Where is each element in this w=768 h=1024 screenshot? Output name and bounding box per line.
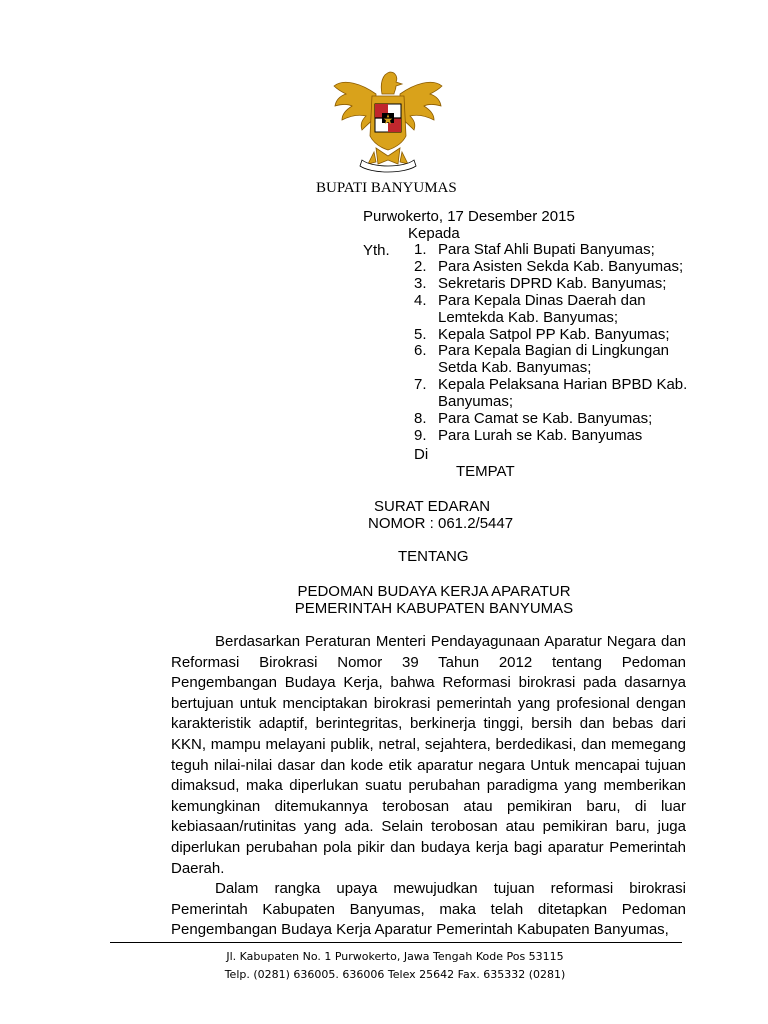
recipient-item: 2. Para Asisten Sekda Kab. Banyumas; <box>414 257 684 275</box>
recipient-item: 6. Para Kepala Bagian di Lingkungan Setda Kab. Banyumas; <box>414 342 670 377</box>
recipient-item: 9. Para Lurah se Kab. Banyumas <box>414 426 643 444</box>
body-text <box>171 632 686 941</box>
footer-line-1: Jl. Kabupaten No. 1 Purwokerto, Jawa Tengah Kode Pos 53115 <box>226 950 564 963</box>
document-number: NOMOR : 061.2/5447 <box>368 515 514 532</box>
body-paragraph-1: Berdasarkan Peraturan Menteri Pendayagunaan Aparatur Negara dan Reformasi Birokrasi Nomor 39 Tahun 2012 tentang Pedoman Pengembangan Budaya Kerja, bahwa Reformasi birokrasi pada dasarnya bertujuan untuk menciptakan birokrasi pemerintah yang profesional dengan karakteristik adaptif, berintegritas, berkinerja tinggi, bersih dan bebas dari KKN, mampu melayani publik, netral, sejahtera, berdedikasi, dan memegang teguh nilai-nilai dasar dan kode etik aparatur negara Untuk mencapai tujuan dimaksud, maka diperlukan suatu perubahan paradigma yang memberikan kemungkinan ditemukannya terobosan atau pemikiran baru, di luar kebiasaan/rutinitas yang ada. Selain terobosan atau pemikiran baru, juga diperlukan perubahan pola pikir dan budaya kerja bagi aparatur Pemerintah Daerah. <box>171 633 686 877</box>
recipient-item: 3. Sekretaris DPRD Kab. Banyumas; <box>414 274 667 292</box>
recipient-item: 4. Para Kepala Dinas Daerah dan Lemtekda Kab. Banyumas; <box>414 291 646 326</box>
recipient-item: 5. Kepala Satpol PP Kab. Banyumas; <box>414 325 670 343</box>
di-label: Di <box>414 446 429 463</box>
letterhead-title: BUPATI BANYUMAS <box>316 180 457 196</box>
recipient-list <box>414 242 714 445</box>
recipient-item: 1. Para Staf Ahli Bupati Banyumas; <box>414 241 655 258</box>
tempat-label: TEMPAT <box>456 463 515 480</box>
footer-address <box>150 948 640 984</box>
recipient-item: 7. Kepala Pelaksana Harian BPBD Kab. Banyumas; <box>414 376 688 411</box>
subject-line-1: PEDOMAN BUDAYA KERJA APARATUR <box>297 583 571 600</box>
subject-title <box>220 584 648 617</box>
body-paragraph-2: Dalam rangka upaya mewujudkan tujuan reformasi birokrasi Pemerintah Kabupaten Banyumas, maka telah ditetapkan Pedoman Pengembangan Budaya Kerja Aparatur Pemerintah Kabupaten Banyumas, <box>171 880 686 939</box>
recipient-item: 8. Para Camat se Kab. Banyumas; <box>414 410 653 428</box>
subject-line-2: PEMERINTAH KABUPATEN BANYUMAS <box>294 599 574 617</box>
footer-line-2: Telp. (0281) 636005. 636006 Telex 25642 Fax. 635332 (0281) <box>224 968 566 981</box>
document-type: SURAT EDARAN <box>374 498 491 515</box>
kepada-label: Kepada <box>408 225 460 242</box>
yth-label: Yth. <box>363 242 390 259</box>
place-date: Purwokerto, 17 Desember 2015 <box>363 208 575 225</box>
garuda-emblem <box>332 64 444 174</box>
footer-divider <box>110 942 682 943</box>
tentang-heading: TENTANG <box>398 548 469 565</box>
